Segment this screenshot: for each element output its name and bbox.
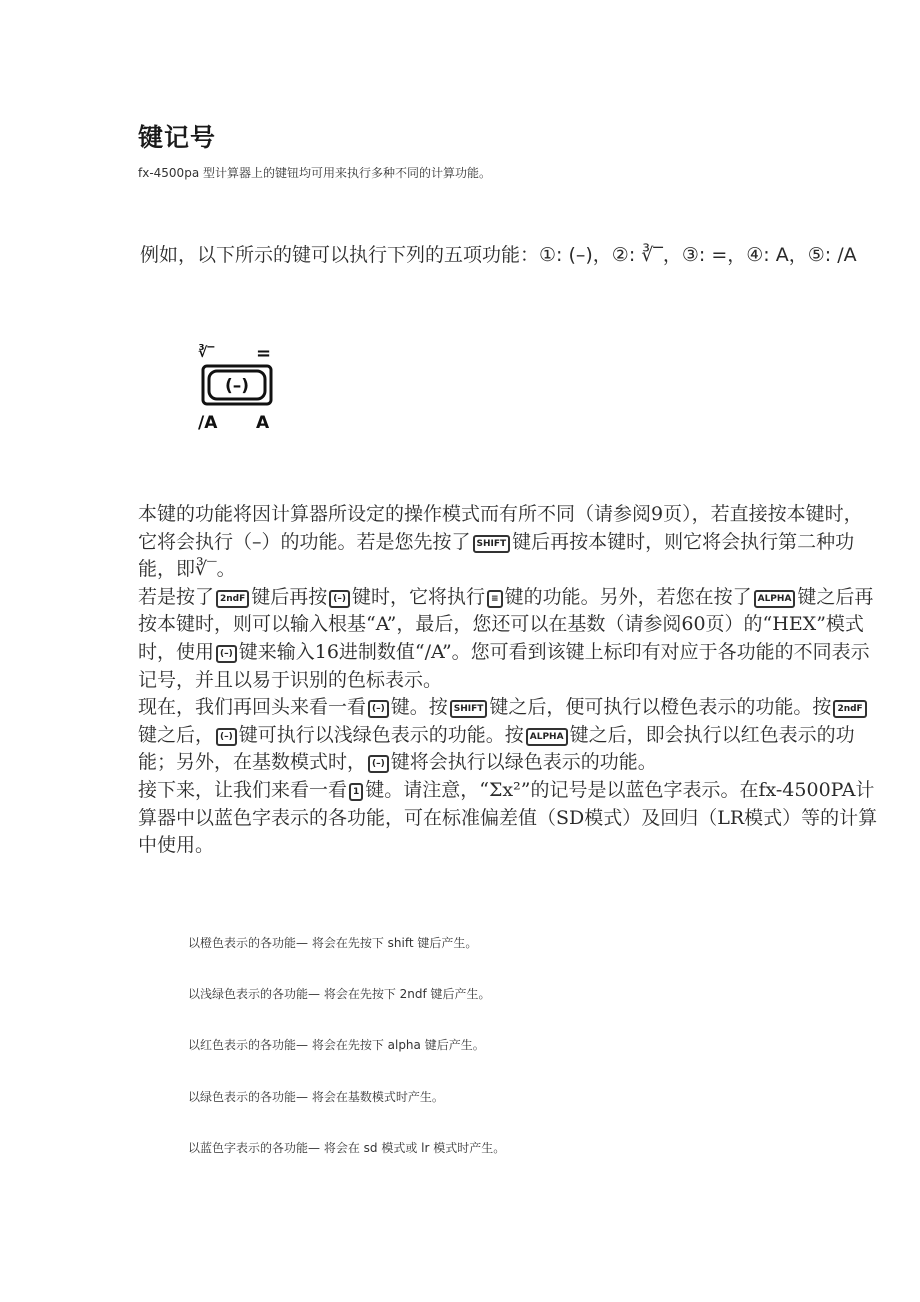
shift-key-icon: SHIFT — [473, 535, 511, 553]
para2-text-2: 键。按 — [390, 696, 448, 719]
example-line: 例如，以下所示的键可以执行下列的五项功能：①: (–)，②: ∛‾，③: =，④: A，⑤: /A — [140, 244, 857, 266]
para1-text-4: 键后再按 — [251, 585, 328, 608]
para2-text-1: 现在，我们再回头来看一看 — [138, 696, 367, 719]
para2-text-5: 键可执行以浅绿色表示的功能。按 — [238, 723, 524, 746]
key-diagram — [190, 340, 290, 435]
para1-text-7: 键之后再按本键时，则可以输入根基“A”，最后，您还可以在基数（请参阅60页）的“HEX”模式时，使用 — [138, 585, 874, 663]
para1-text-5: 键时，它将执行 — [352, 585, 486, 608]
key-label-equals: = — [256, 343, 272, 364]
minus-key-icon: (–) — [368, 700, 389, 718]
para2-text-6: 键之后，即会执行以红色表示的功能；另外，在基数模式时， — [138, 723, 855, 774]
alpha-key-icon: ALPHA — [526, 728, 568, 746]
key-face-label: (–) — [224, 376, 250, 396]
para1-text-1: 本键的功能将因计算器所设定的操作模式而有所不同（请参阅9页），若直接按本键时，它将会执行（–）的功能。若是您先按了 — [138, 503, 863, 553]
alpha-key-icon: ALPHA — [754, 590, 796, 608]
para2-text-4: 键之后， — [138, 723, 215, 746]
key-label-slash-a: /A — [198, 413, 218, 433]
para3-text-2: 键。请注意，“Σx²”的记号是以蓝色字表示。在fx-4500PA计算器中以蓝色字表示的各功能，可在标准偏差值（SD模式）及回归（LR模式）等的计算中使用。 — [138, 778, 878, 857]
shift-key-icon: SHIFT — [450, 700, 488, 718]
minus-key-icon: (–) — [368, 755, 389, 773]
key-label-cuberoot: ∛‾ — [198, 345, 215, 361]
minus-key-icon: (–) — [329, 590, 350, 608]
para1-text-2: 键后再按本键时，则它将会执行第二种功能，即∛‾。 — [138, 530, 855, 581]
para1-text-3: 若是按了 — [138, 585, 215, 608]
page-title: 键记号 — [138, 123, 217, 152]
2ndf-key-icon: 2ndF — [833, 700, 866, 718]
equals-key-icon: ≡ — [487, 590, 503, 608]
note-green: 以绿色表示的各功能— 将会在基数模式时产生。 — [188, 1089, 444, 1104]
minus-key-icon: (–) — [216, 728, 237, 746]
para3-text-1: 接下来，让我们来看一看 — [138, 778, 348, 801]
color-notes-list — [188, 934, 505, 1190]
para1-text-6: 键的功能。另外，若您在按了 — [504, 585, 752, 608]
para2-text-7: 键将会执行以绿色表示的功能。 — [390, 751, 657, 774]
minus-key-icon: (–) — [216, 645, 237, 663]
note-red: 以红色表示的各功能— 将会在先按下 alpha 键后产生。 — [188, 1038, 485, 1053]
paragraph-1 — [138, 501, 878, 860]
note-blue: 以蓝色字表示的各功能— 将会在 sd 模式或 lr 模式时产生。 — [188, 1140, 506, 1155]
intro-text: fx-4500pa 型计算器上的键钮均可用来执行多种不同的计算功能。 — [138, 166, 491, 180]
note-orange: 以橙色表示的各功能— 将会在先按下 shift 键后产生。 — [188, 936, 478, 950]
para1-text-8: 键来输入16进制数值“/A”。您可看到该键上标印有对应于各功能的不同表示记号，并且以易于识别的色标表示。 — [138, 640, 870, 691]
one-key-icon: 1 — [349, 783, 363, 801]
note-light-green: 以浅绿色表示的各功能— 将会在先按下 2ndf 键后产生。 — [188, 987, 491, 1002]
para2-text-3: 键之后，便可执行以橙色表示的功能。按 — [489, 696, 832, 719]
2ndf-key-icon: 2ndF — [216, 590, 249, 608]
key-label-a: A — [256, 413, 270, 433]
